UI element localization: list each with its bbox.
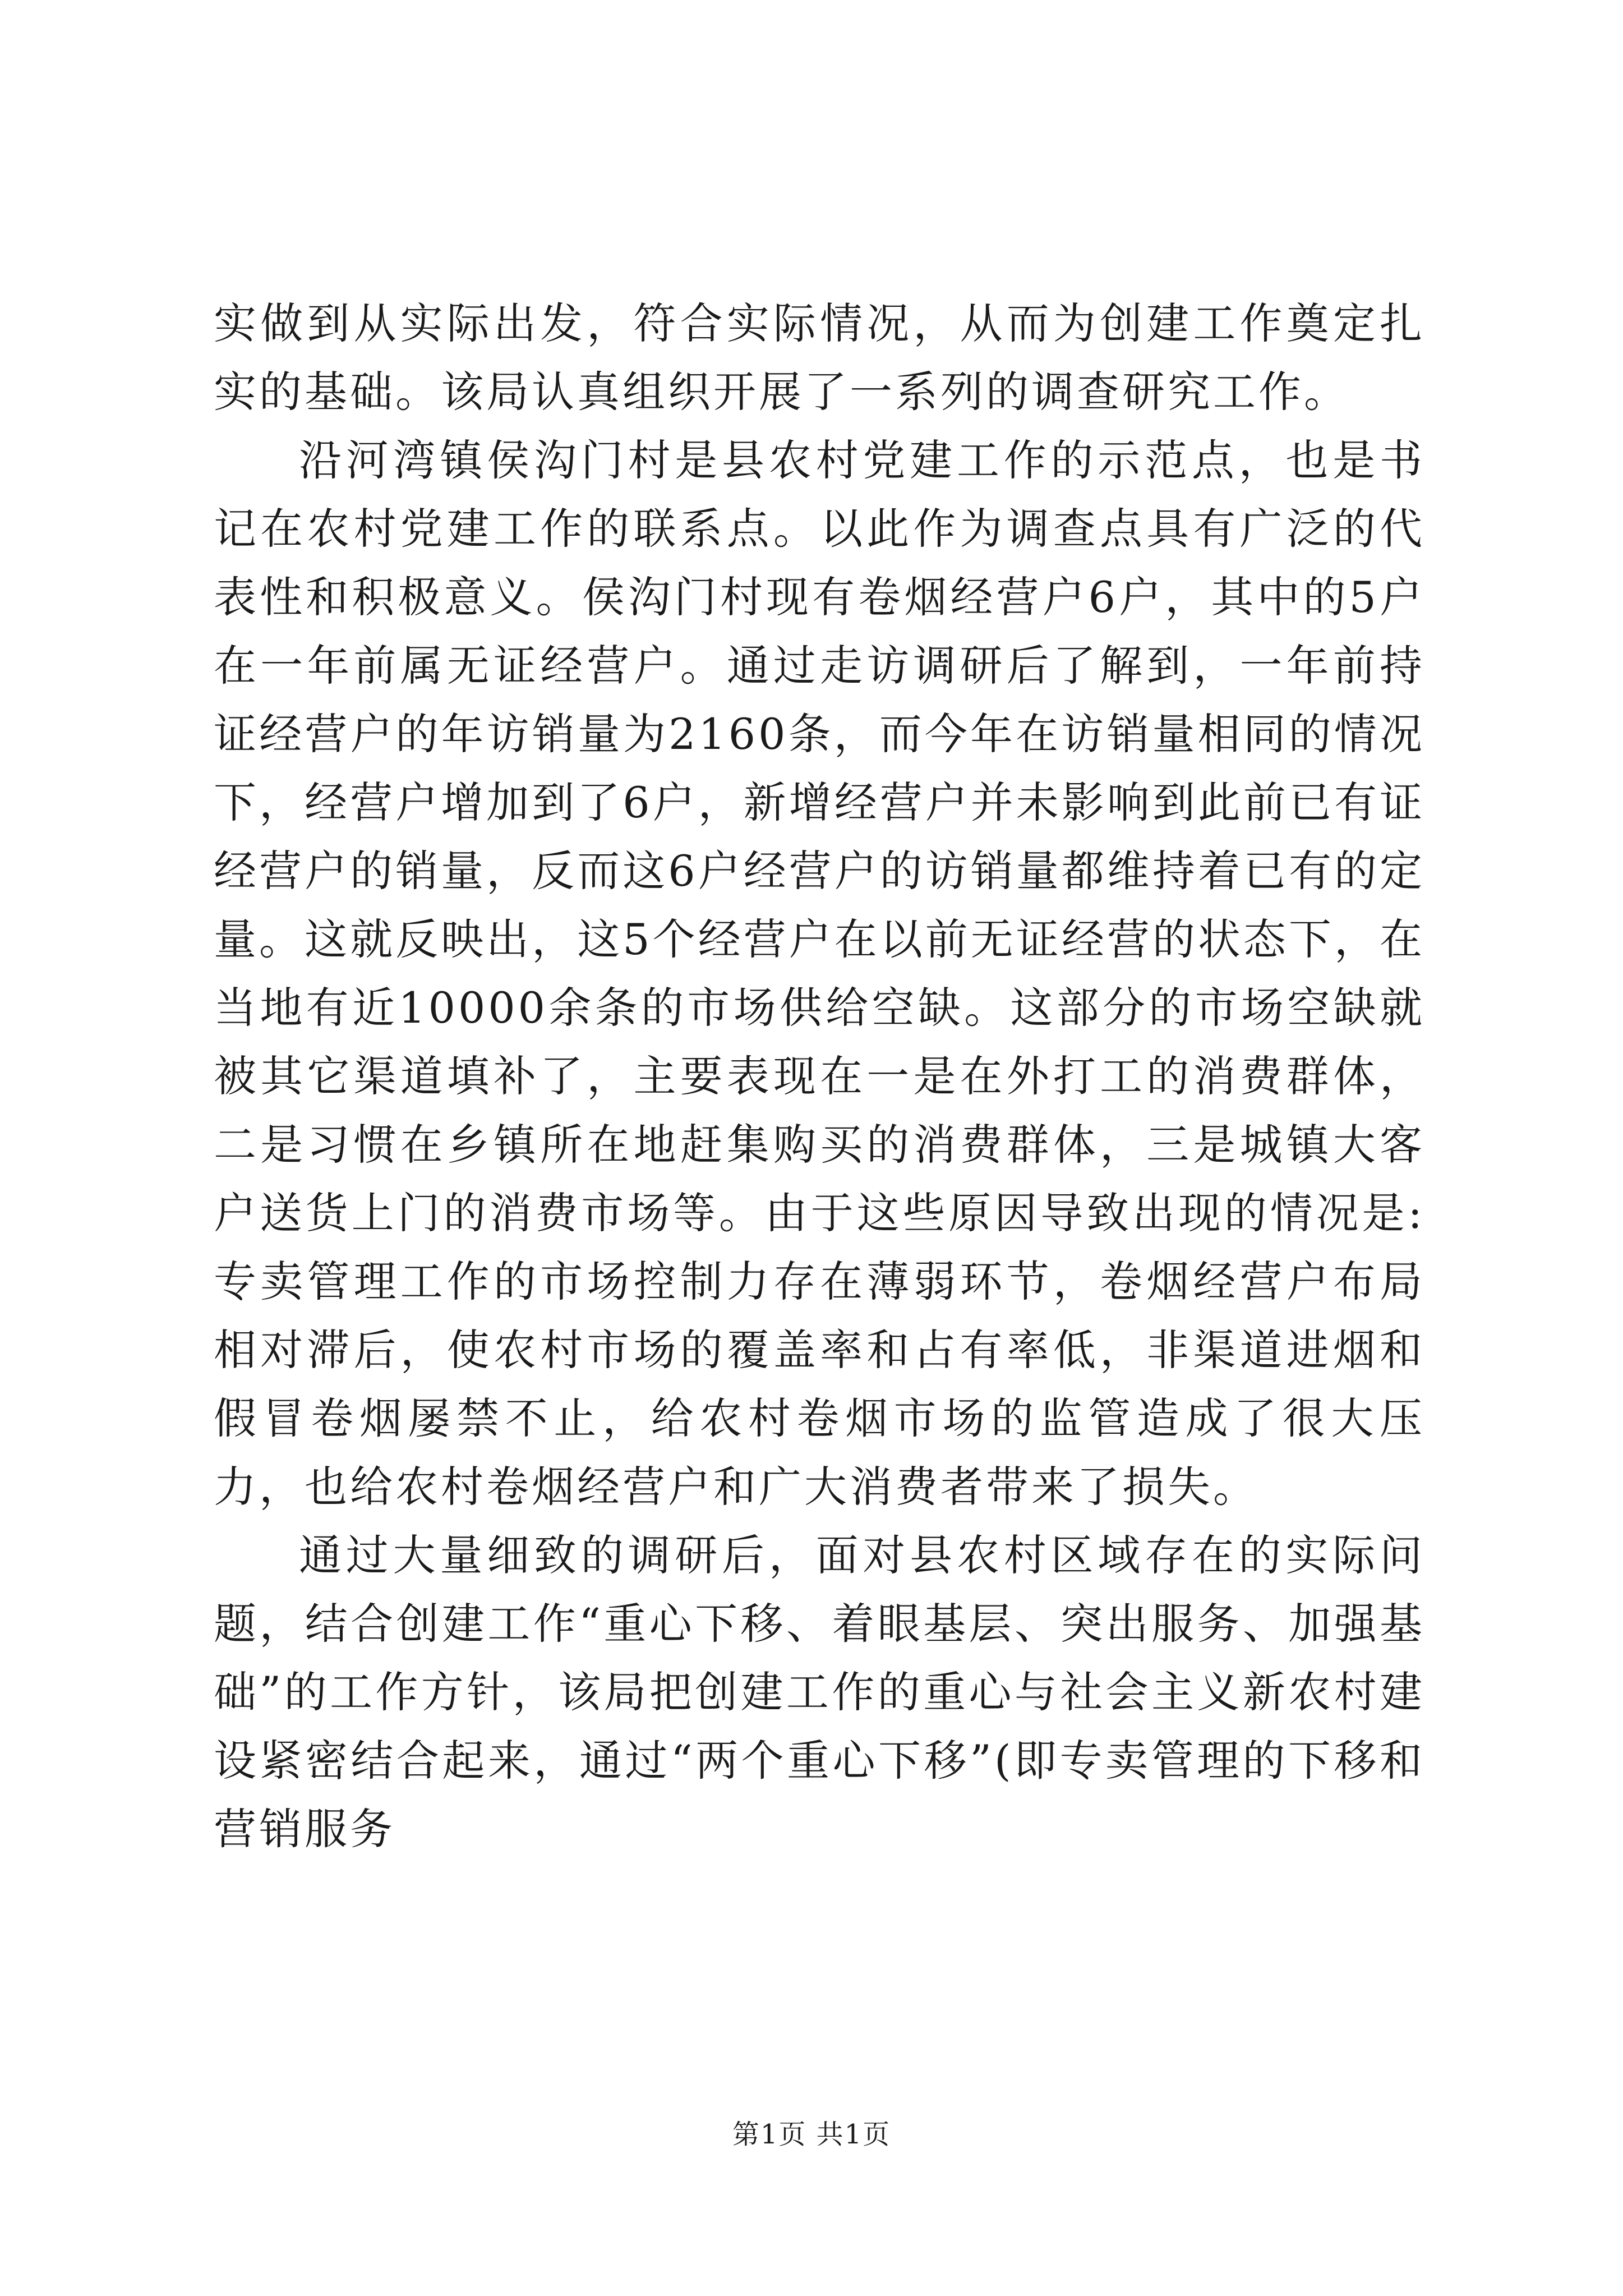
page-number: 第1页 共1页 <box>732 2119 891 2150</box>
document-body <box>214 289 1425 1864</box>
paragraph-work-approach: 通过大量细致的调研后，面对县农村区域存在的实际问题，结合创建工作“重心下移、着眼基层、突出服务、加强基础”的工作方针，该局把创建工作的重心与社会主义新农村建设紧密结合起来，通过“两个重心下移”(即专卖管理的下移和营销服务 <box>214 1530 1425 1854</box>
paragraph-survey-findings: 沿河湾镇侯沟门村是县农村党建工作的示范点，也是书记在农村党建工作的联系点。以此作为调查点具有广泛的代表性和积极意义。侯沟门村现有卷烟经营户6户，其中的5户在一年前属无证经营户。通过走访调研后了解到，一年前持证经营户的年访销量为2160条，而今年在访销量相同的情况下，经营户增加到了6户，新增经营户并未影响到此前已有证经营户的销量，反而这6户经营户的访销量都维持着已有的定量。这就反映出，这5个经营户在以前无证经营的状态下，在当地有近10000余条的市场供给空缺。这部分的市场空缺就被其它渠道填补了，主要表现在一是在外打工的消费群体，二是习惯在乡镇所在地赶集购买的消费群体，三是城镇大客户送货上门的消费市场等。由于这些原因导致出现的情况是:专卖管理工作的市场控制力存在薄弱环节，卷烟经营户布局相对滞后，使农村市场的覆盖率和占有率低，非渠道进烟和假冒卷烟屡禁不止，给农村卷烟市场的监管造成了很大压力，也给农村卷烟经营户和广大消费者带来了损失。 <box>214 435 1425 1512</box>
paragraph-continuation: 实做到从实际出发，符合实际情况，从而为创建工作奠定扎实的基础。该局认真组织开展了一系列的调查研究工作。 <box>214 298 1425 417</box>
